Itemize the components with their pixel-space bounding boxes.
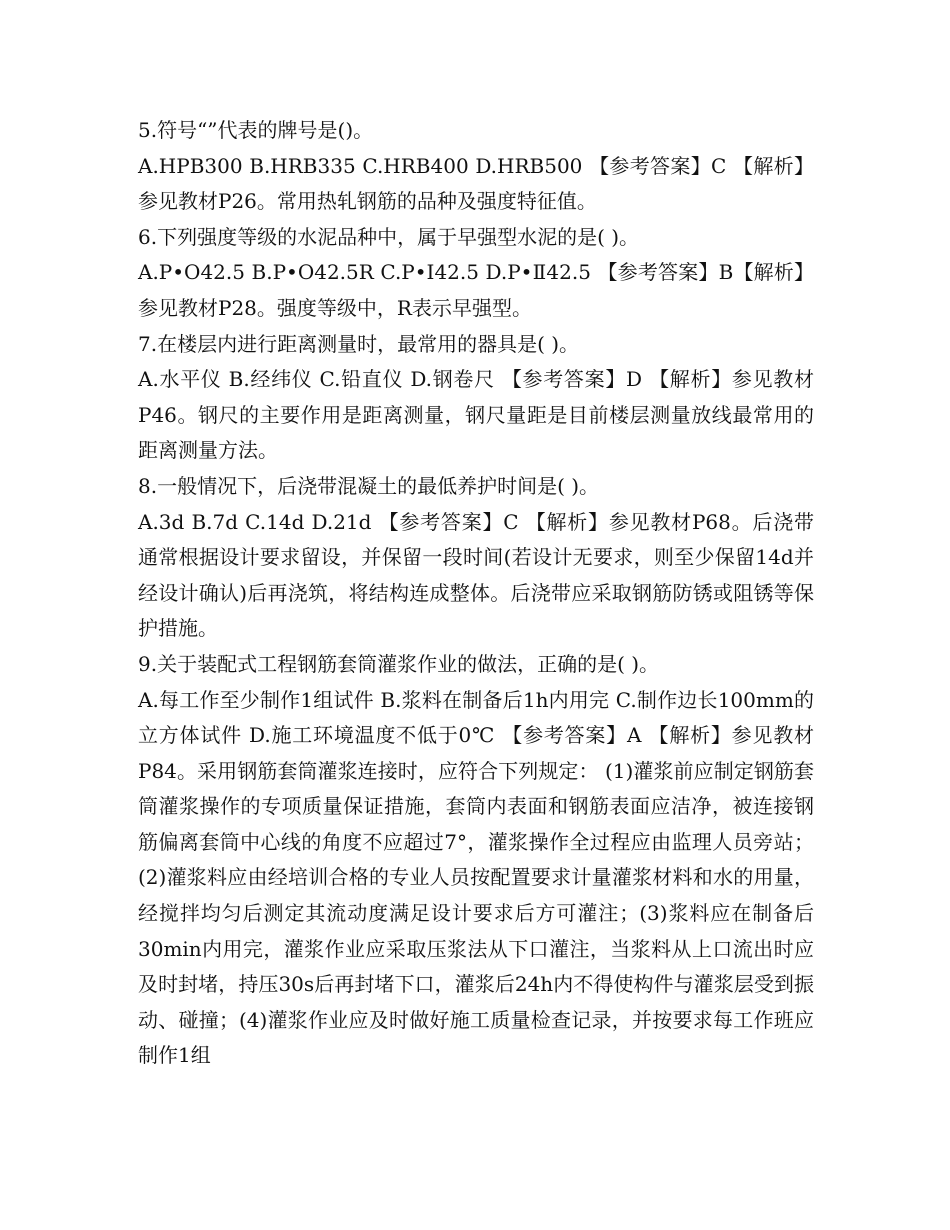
question-8-stem: 8.一般情况下，后浇带混凝土的最低养护时间是( )。 <box>138 473 600 498</box>
question-6-stem: 6.下列强度等级的水泥品种中，属于早强型水泥的是( )。 <box>138 224 640 249</box>
question-9-options-answer: A.每工作至少制作1组试件 B.浆料在制备后1h内用完 C.制作边长100mm的立方体试件 D.施工环境温度不低于0℃ 【参考答案】A 【解析】参见教材P84。采用钢筋套筒灌浆连接时，应符合下列规定： (1)灌浆前应制定钢筋套筒灌浆操作的专项质量保证措施，套筒内表面和钢筋表面应洁净，被连接钢筋偏离套筒中心线的角度不应超过7°，灌浆操作全过程应由监理人员旁站；(2)灌浆料应由经培训合格的专业人员按配置要求计量灌浆材料和水的用量，经搅拌均匀后测定其流动度满足设计要求后方可灌注；(3)浆料应在制备后30min内用完，灌浆作业应采取压浆法从下口灌注，当浆料从上口流出时应及时封堵，持压30s后再封堵下口，灌浆后24h内不得使构件与灌浆层受到振动、碰撞；(4)灌浆作业应及时做好施工质量检查记录，并按要求每工作班应制作1组 <box>138 687 814 1068</box>
question-5-stem: 5.符号“”代表的牌号是()。 <box>138 118 374 142</box>
question-8-options-answer: A.3d B.7d C.14d D.21d 【参考答案】C 【解析】参见教材P68。后浇带通常根据设计要求留设，并保留一段时间(若设计无要求，则至少保留14d并经设计确认)后再浇筑，将结构连成整体。后浇带应采取钢筋防锈或阻锈等保护措施。 <box>138 509 814 641</box>
document-body <box>138 113 814 1074</box>
question-7-options-answer: A.水平仪 B.经纬仪 C.铅直仪 D.钢卷尺 【参考答案】D 【解析】参见教材P46。钢尺的主要作用是距离测量，钢尺量距是目前楼层测量放线最常用的距离测量方法。 <box>138 367 814 463</box>
question-6-options-answer: A.P•O42.5 B.P•O42.5R C.P•I42.5 D.P•Ⅱ42.5 【参考答案】B【解析】参见教材P28。强度等级中，R表示早强型。 <box>138 260 814 320</box>
question-9-stem: 9.关于装配式工程钢筋套筒灌浆作业的做法，正确的是( )。 <box>138 651 660 676</box>
question-7-stem: 7.在楼层内进行距离测量时，最常用的器具是( )。 <box>138 331 580 356</box>
question-5-options-answer: A.HPB300 B.HRB335 C.HRB400 D.HRB500 【参考答案】C 【解析】参见教材P26。常用热轧钢筋的品种及强度特征值。 <box>138 153 814 214</box>
